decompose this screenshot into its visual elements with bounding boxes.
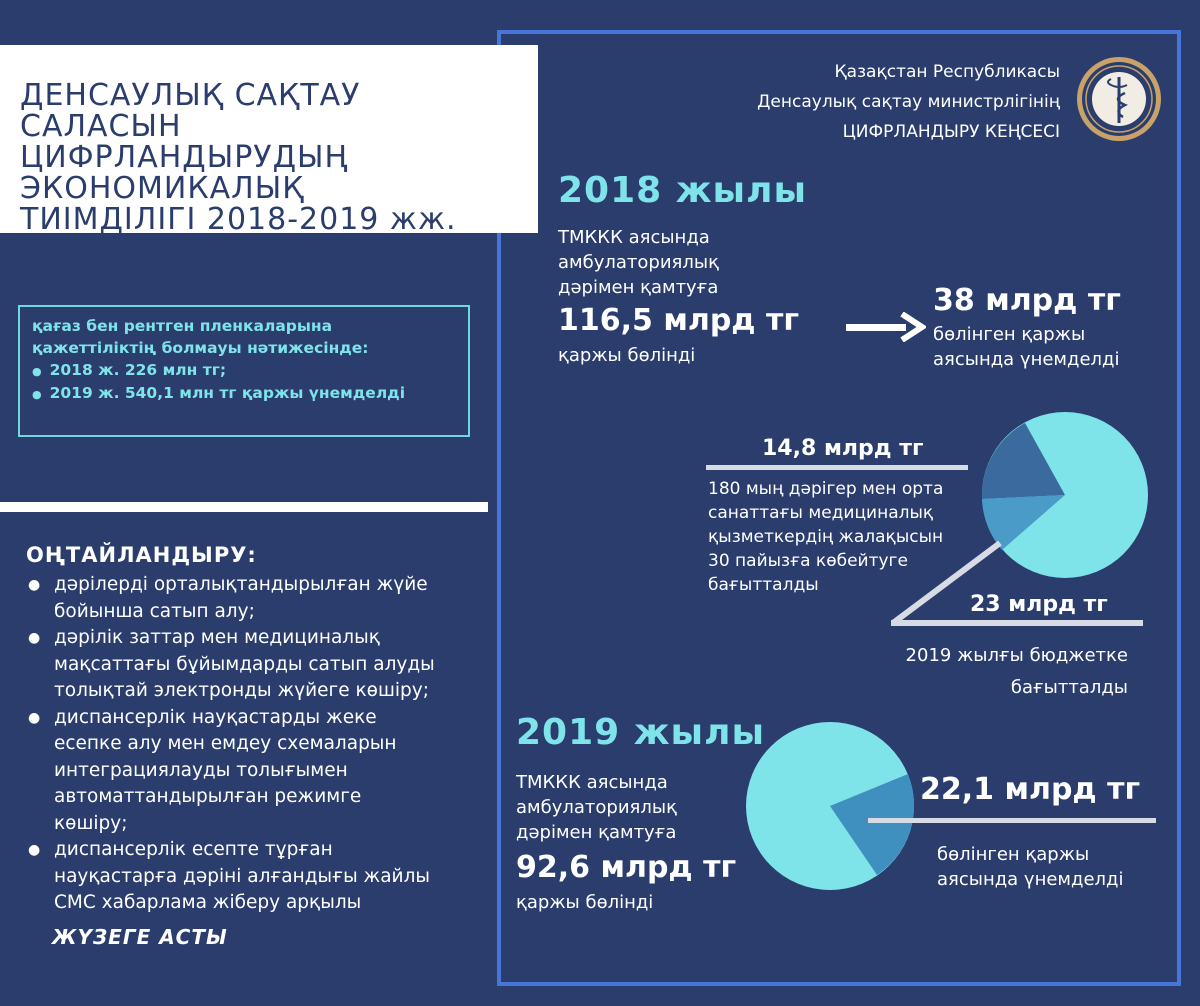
header-office: ЦИФРЛАНДЫРУ КЕҢСЕСІ bbox=[842, 122, 1060, 142]
salary-amount: 14,8 млрд тг bbox=[762, 436, 924, 461]
desc-2018: ТМККК аясында амбулаториялық дәрімен қамтуға bbox=[558, 227, 719, 298]
saved-amount-2019: 22,1 млрд тг bbox=[920, 772, 1141, 807]
paperless-line-2: қажеттіліктің болмауы нәтижесінде: bbox=[32, 339, 369, 357]
page-title: ДЕНСАУЛЫҚ САҚТАУ САЛАСЫН ЦИФРЛАНДЫРУДЫҢ ЭКОНОМИКАЛЫҚ ТИІМДІЛІГІ 2018-2019 жж. bbox=[20, 78, 457, 237]
heading-2018: 2018 жылы bbox=[558, 170, 808, 211]
amount-2019: 92,6 млрд тг bbox=[516, 850, 737, 885]
allocated-2018: қаржы бөлінді bbox=[558, 345, 696, 366]
pie-chart-2019 bbox=[745, 720, 915, 896]
list-item: ● дәрілік заттар мен медициналық мақсаттағы бұйымдарды сатып алуды толықтай электронды жүйеге көшіру; bbox=[28, 627, 435, 701]
amount-2018: 116,5 млрд тг bbox=[558, 303, 800, 338]
header-ministry: Денсаулық сақтау министрлігінің bbox=[757, 92, 1060, 112]
list-item: ● диспансерлік есепте тұрған науқастарға дәріні алғандығы жайлы СМС хабарлама жіберу арқылы bbox=[28, 839, 431, 913]
salary-desc: 180 мың дәрігер мен орта санаттағы медициналық қызметкердің жалақысын 30 пайызға көбейтуге бағытталды bbox=[708, 479, 944, 595]
budget-amount: 23 млрд тг bbox=[970, 592, 1108, 617]
paperless-item-2019: ● 2019 ж. 540,1 млн тг қаржы үнемделді bbox=[32, 384, 406, 402]
saved-underline-2019 bbox=[868, 818, 1156, 823]
medical-emblem-icon bbox=[1075, 55, 1163, 143]
optimization-footer: ЖҮЗЕГЕ АСТЫ bbox=[52, 925, 228, 949]
list-item: ● диспансерлік науқастарды жеке есепке алу мен емдеу схемаларын интеграциялауды толығымен автоматтандырылған режимге көшіру; bbox=[28, 706, 397, 834]
saved-desc-2019: бөлінген қаржы аясында үнемделді bbox=[937, 844, 1124, 890]
optimization-list bbox=[28, 572, 435, 917]
arrow-right-icon bbox=[846, 312, 926, 346]
paperless-line-1: қағаз бен рентген пленкаларына bbox=[32, 317, 333, 335]
budget-connector bbox=[885, 540, 1145, 634]
list-item: ● дәрілерді орталықтандырылған жүйе бойынша сатып алу; bbox=[28, 574, 428, 622]
allocated-2019: қаржы бөлінді bbox=[516, 892, 654, 913]
budget-desc: 2019 жылғы бюджетке бағытталды bbox=[905, 645, 1128, 698]
header-country: Қазақстан Республикасы bbox=[834, 62, 1060, 82]
paperless-item-2018: ● 2018 ж. 226 млн тг; bbox=[32, 361, 227, 379]
saved-desc-2018: бөлінген қаржы аясында үнемделді bbox=[933, 324, 1120, 370]
optimization-heading: ОҢТАЙЛАНДЫРУ: bbox=[26, 543, 257, 567]
desc-2019: ТМККК аясында амбулаториялық дәрімен қамтуға bbox=[516, 772, 677, 843]
heading-2019: 2019 жылы bbox=[516, 712, 766, 753]
section-divider bbox=[0, 502, 488, 512]
salary-underline bbox=[706, 465, 968, 470]
saved-amount-2018: 38 млрд тг bbox=[933, 283, 1121, 318]
